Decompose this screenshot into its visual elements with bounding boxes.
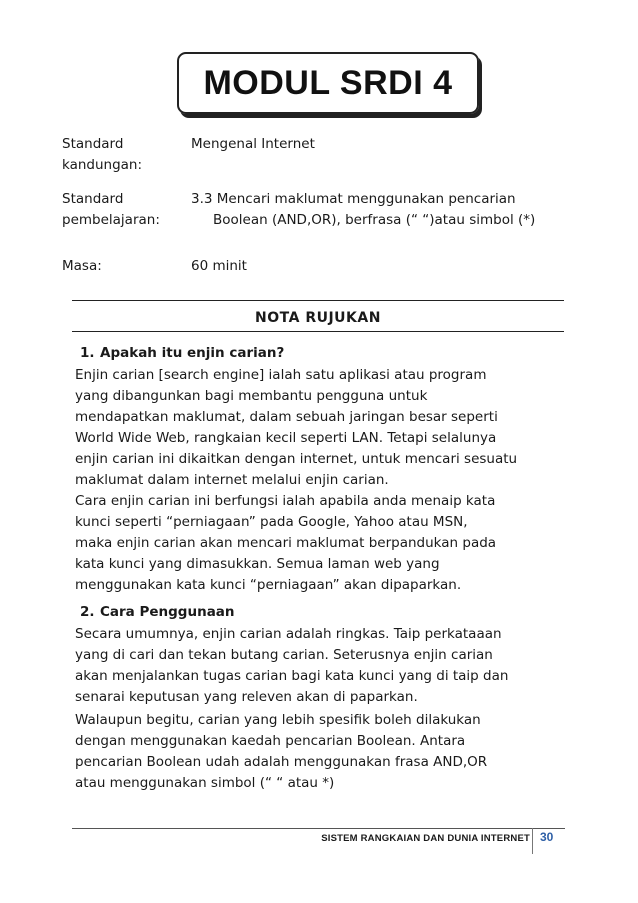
footer-separator (532, 828, 533, 854)
text-line: senarai keputusan yang releven akan di paparkan. (75, 689, 418, 705)
text-line: mendapatkan maklumat, dalam sebuah jaringan besar seperti (75, 409, 498, 425)
text-line: yang dibangunkan bagi membantu pengguna untuk (75, 388, 428, 404)
text-line: dengan menggunakan kaedah pencarian Boolean. Antara (75, 733, 466, 749)
text-line: kunci seperti “perniagaan” pada Google, Yahoo atau MSN, (75, 514, 468, 530)
meta-label-line: pembelajaran: (62, 212, 160, 228)
meta-label-standard-kandungan (62, 134, 182, 176)
section-2-paragraph-2 (75, 710, 555, 794)
meta-label-line: kandungan: (62, 157, 143, 173)
meta-label-line: Masa: (62, 258, 102, 274)
text-line: pencarian Boolean udah adalah menggunakan frasa AND,OR (75, 754, 488, 770)
module-title: MODUL SRDI 4 (177, 52, 479, 114)
section-heading-text: Cara Penggunaan (100, 604, 235, 620)
section-heading-2 (80, 604, 235, 620)
text-line: enjin carian ini dikaitkan dengan internet, untuk mencari sesuatu (75, 451, 518, 467)
section-rule-bottom (72, 331, 564, 332)
section-number: 1. (80, 345, 95, 361)
section-number: 2. (80, 604, 95, 620)
page-number: 30 (540, 830, 554, 844)
meta-value-line: Boolean (AND,OR), berfrasa (“ “)atau simbol (*) (213, 212, 536, 228)
text-line: atau menggunakan simbol (“ “ atau *) (75, 775, 335, 791)
section-heading-1 (80, 345, 284, 361)
meta-value-masa (191, 256, 571, 277)
meta-value-line: 60 minit (191, 258, 247, 274)
text-line: World Wide Web, rangkaian kecil seperti LAN. Tetapi selalunya (75, 430, 497, 446)
meta-value-line: Mengenal Internet (191, 136, 315, 152)
meta-label-line: Standard (62, 136, 124, 152)
meta-label-masa (62, 256, 182, 277)
meta-label-standard-pembelajaran (62, 189, 182, 231)
text-line: akan menjalankan tugas carian bagi kata kunci yang di taip dan (75, 668, 509, 684)
meta-value-standard-pembelajaran (191, 189, 571, 231)
footer-title: SISTEM RANGKAIAN DAN DUNIA INTERNET (321, 833, 530, 844)
text-line: kata kunci yang dimasukkan. Semua laman web yang (75, 556, 440, 572)
text-line: yang di cari dan tekan butang carian. Seterusnya enjin carian (75, 647, 493, 663)
section-title: NOTA RUJUKAN (255, 310, 381, 326)
text-line: maklumat dalam internet melalui enjin carian. (75, 472, 389, 488)
text-line: Walaupun begitu, carian yang lebih spesifik boleh dilakukan (75, 712, 481, 728)
meta-value-line: 3.3 Mencari maklumat menggunakan pencarian (191, 191, 516, 207)
footer-rule (72, 828, 565, 829)
section-heading-text: Apakah itu enjin carian? (100, 345, 285, 361)
section-1-paragraph-1 (75, 365, 555, 491)
meta-value-standard-kandungan (191, 134, 571, 155)
text-line: Secara umumnya, enjin carian adalah ringkas. Taip perkataaan (75, 626, 502, 642)
text-line: Enjin carian [search engine] ialah satu aplikasi atau program (75, 367, 487, 383)
section-1-paragraph-2 (75, 491, 555, 596)
text-line: menggunakan kata kunci “perniagaan” akan dipaparkan. (75, 577, 462, 593)
section-2-paragraph-1 (75, 624, 555, 708)
text-line: maka enjin carian akan mencari maklumat berpandukan pada (75, 535, 497, 551)
text-line: Cara enjin carian ini berfungsi ialah apabila anda menaip kata (75, 493, 496, 509)
meta-label-line: Standard (62, 191, 124, 207)
section-rule-top (72, 300, 564, 301)
